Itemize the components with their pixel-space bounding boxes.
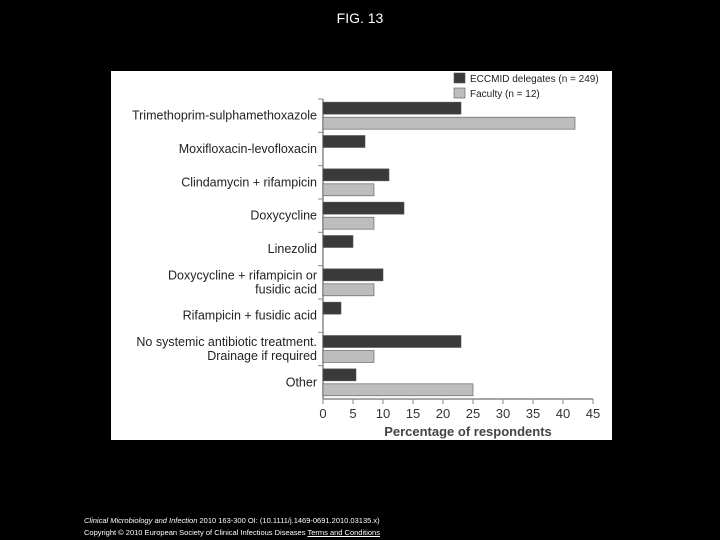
category-label: Trimethoprim-sulphamethoxazole — [131, 108, 317, 123]
copyright-text: Copyright © 2010 European Society of Clinical Infectious Diseases — [84, 528, 308, 537]
category-label: No systemic antibiotic treatment. Drainage if required — [136, 335, 317, 363]
category-label: Other — [285, 375, 317, 390]
bar-eccmid-delegates — [323, 169, 389, 181]
x-tick-label: 25 — [465, 406, 481, 421]
x-tick-label: 20 — [435, 406, 451, 421]
bar-faculty — [323, 117, 575, 129]
bar-chart — [111, 71, 612, 440]
bar-eccmid-delegates — [323, 269, 383, 281]
x-tick-label: 15 — [405, 406, 421, 421]
citation-details: 2010 163-300 OI: (10.1111/j.1469-0691.2010.03135.x) — [197, 516, 380, 525]
bar-eccmid-delegates — [323, 102, 461, 114]
legend-swatch — [454, 88, 465, 98]
bar-faculty — [323, 384, 473, 396]
citation-journal: Clinical Microbiology and Infection — [84, 516, 198, 525]
figure-footer — [84, 515, 380, 539]
citation-line — [84, 515, 380, 527]
bar-faculty — [323, 284, 374, 296]
bar-eccmid-delegates — [323, 202, 404, 214]
bar-eccmid-delegates — [323, 369, 356, 381]
bar-eccmid-delegates — [323, 136, 365, 148]
category-label: Clindamycin + rifampicin — [181, 175, 317, 190]
x-tick-label: 45 — [585, 406, 601, 421]
legend-label: ECCMID delegates (n = 249) — [470, 74, 599, 85]
x-tick-label: 30 — [495, 406, 511, 421]
x-tick-label: 10 — [375, 406, 391, 421]
category-label: Moxifloxacin-levofloxacin — [178, 142, 317, 156]
bar-eccmid-delegates — [323, 336, 461, 348]
copyright-line — [84, 527, 380, 539]
x-tick-label: 35 — [525, 406, 541, 421]
x-tick-label: 0 — [319, 406, 327, 421]
legend-swatch — [454, 73, 465, 83]
terms-link[interactable]: Terms and Conditions — [307, 528, 380, 537]
x-tick-label: 5 — [349, 406, 357, 421]
x-tick-label: 40 — [555, 406, 571, 421]
category-label: Linezolid — [267, 242, 317, 256]
category-label: Doxycycline — [250, 208, 317, 223]
legend-label: Faculty (n = 12) — [470, 89, 540, 100]
chart-panel — [111, 71, 612, 440]
slide-title: FIG. 13 — [336, 10, 384, 26]
bar-faculty — [323, 184, 374, 196]
x-axis-title: Percentage of respondents — [384, 424, 552, 439]
category-label: Doxycycline + rifampicin or fusidic acid — [167, 268, 317, 297]
bar-faculty — [323, 217, 374, 229]
category-label: Rifampicin + fusidic acid — [182, 308, 317, 323]
bar-eccmid-delegates — [323, 236, 353, 248]
bar-eccmid-delegates — [323, 302, 341, 314]
bar-faculty — [323, 351, 374, 363]
